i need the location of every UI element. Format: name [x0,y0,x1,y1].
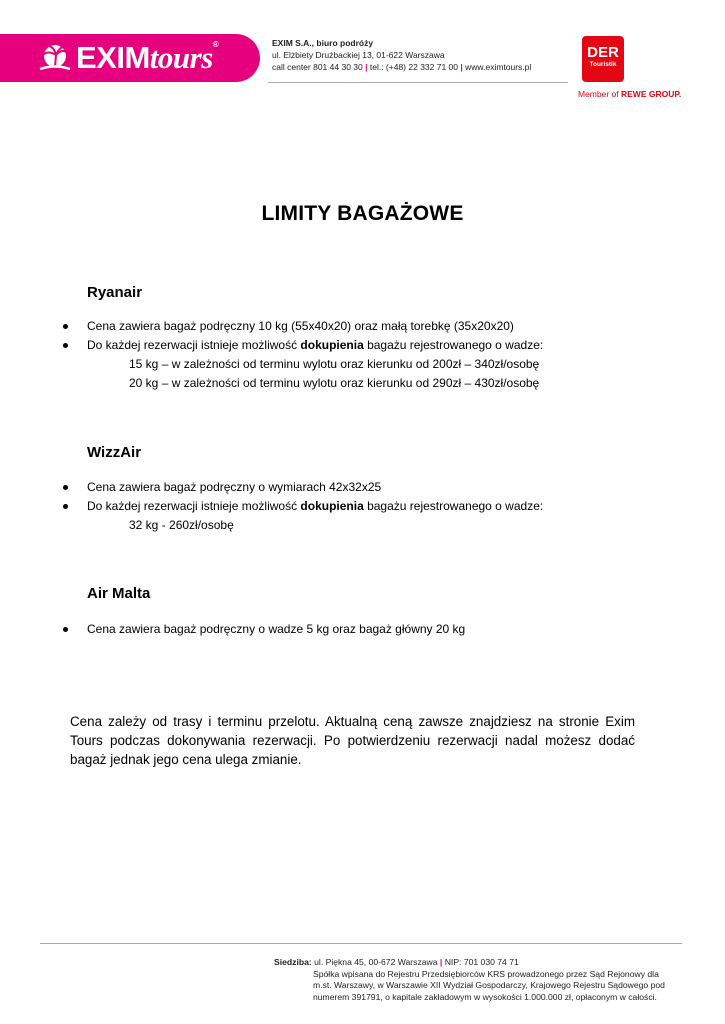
ryanair-option-20kg: 20 kg – w zależności od terminu wylotu oraz kierunku od 290zł – 430zł/osobę [129,376,540,390]
der-touristik-logo: DER Touristik [582,36,624,82]
footer-divider [40,943,682,944]
airline-heading-airmalta: Air Malta [87,585,151,602]
bullet-icon [63,627,68,632]
logo-wordmark: EXIMtours® [76,40,219,75]
bullet-icon [63,343,68,348]
bullet-icon [63,324,68,329]
company-info [272,37,531,73]
wizzair-list [60,478,543,516]
footer-registry-line: numerem 391791, o kapitale zakładowym w wysokości 1.000.000 zł, opłaconym w całości. [313,991,657,1002]
airline-heading-wizzair: WizzAir [87,444,142,461]
company-address: ul. Elżbiety Drużbackiej 13, 01-622 Warszawa [272,50,445,60]
list-item: Do każdej rezerwacji istnieje możliwość dokupienia bagażu rejestrowanego o wadze: [60,336,543,355]
footer-seat: Siedziba: ul. Piękna 45, 00-672 Warszawa | NIP: 701 030 74 71 [274,957,519,967]
website-link[interactable]: www.eximtours.pl [465,62,532,72]
ryanair-list [60,317,543,355]
list-item: Cena zawiera bagaż podręczny o wadze 5 kg oraz bagaż główny 20 kg [60,620,465,639]
company-name: EXIM S.A., biuro podróży [272,38,374,48]
header-divider [268,82,568,83]
pricing-note: Cena zależy od trasy i terminu przelotu. Aktualną ceną zawsze znajdziesz na stronie Exim Tours podczas dokonywania rezerwacji. Po potwierdzeniu rezerwacji nadal możesz dodać bagaż jednak jego cena ulega zmianie. [70,714,635,767]
footer-registry-line: Spółka wpisana do Rejestru Przedsiębiorców KRS prowadzonego przez Sąd Rejonowy dla [313,968,659,979]
rewe-membership: Member of REWE GROUP. [578,89,682,99]
airmalta-list [60,620,465,639]
exim-tours-logo [0,34,260,82]
footer-info [274,957,665,1003]
footer-registry-line: m.st. Warszawy, w Warszawie XII Wydział Gospodarczy, Krajowego Rejestru Sądowego pod [313,980,665,990]
palm-sun-icon [38,42,72,74]
wizzair-option-32kg: 32 kg - 260zł/osobę [129,518,234,532]
bullet-icon [63,485,68,490]
airline-heading-ryanair: Ryanair [87,284,143,301]
list-item: Do każdej rezerwacji istnieje możliwość dokupienia bagażu rejestrowanego o wadze: [60,497,543,516]
list-item: Cena zawiera bagaż podręczny 10 kg (55x40x20) oraz małą torebkę (35x20x20) [60,317,543,336]
company-contact: call center 801 44 30 30 | tel.: (+48) 22 332 71 00 | www.eximtours.pl [272,62,532,72]
list-item: Cena zawiera bagaż podręczny o wymiarach 42x32x25 [60,478,543,497]
ryanair-option-15kg: 15 kg – w zależności od terminu wylotu oraz kierunku od 200zł – 340zł/osobę [129,357,540,371]
bullet-icon [63,504,68,509]
page-title: LIMITY BAGAŻOWE [261,202,464,225]
